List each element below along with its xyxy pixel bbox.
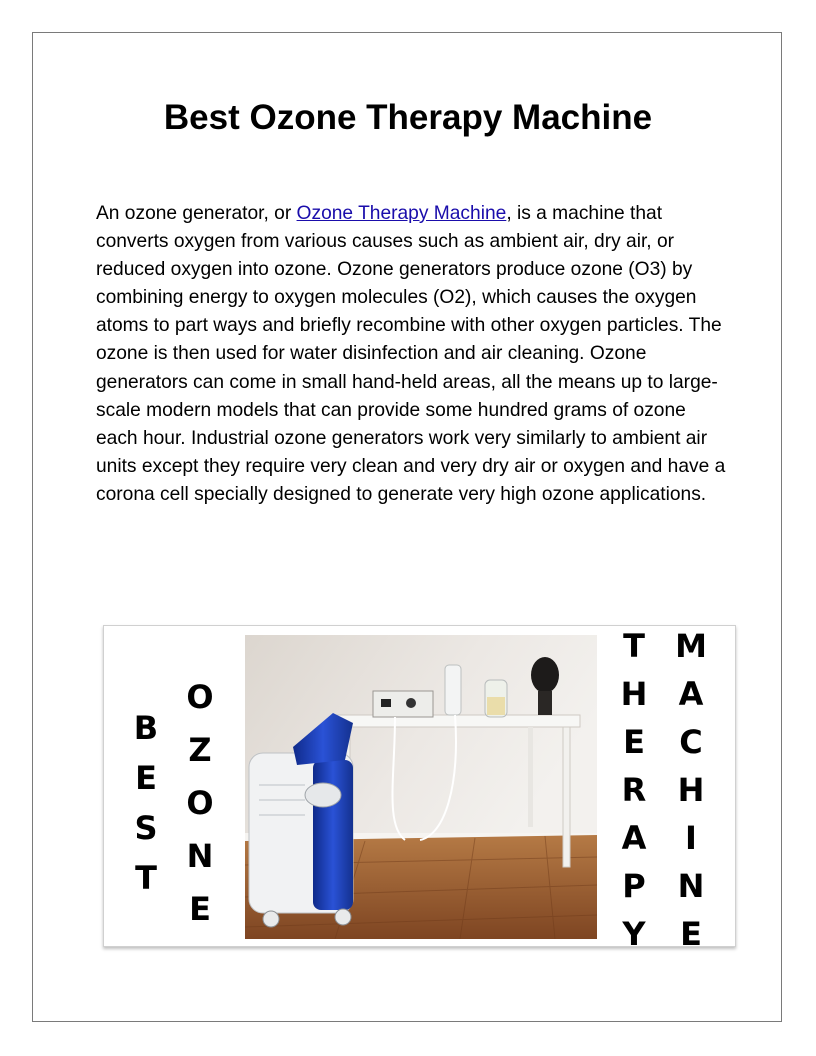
banner-letter: I bbox=[685, 819, 697, 857]
banner-letter: T bbox=[135, 859, 157, 897]
banner-letter: S bbox=[134, 809, 158, 847]
banner-word-therapy bbox=[614, 625, 654, 947]
article-paragraph bbox=[96, 200, 726, 509]
paragraph-intro: An ozone generator, or bbox=[96, 203, 297, 224]
banner-letter: A bbox=[678, 675, 704, 713]
banner-letter: E bbox=[189, 890, 211, 928]
banner-letter: E bbox=[135, 759, 157, 797]
banner-word-machine bbox=[671, 625, 711, 947]
banner-letter: E bbox=[623, 723, 645, 761]
page-title: Best Ozone Therapy Machine bbox=[163, 98, 653, 137]
banner-letter: Z bbox=[188, 731, 212, 769]
banner-letter: N bbox=[186, 837, 214, 875]
banner-letter: C bbox=[679, 723, 703, 761]
banner-letter: O bbox=[186, 784, 214, 822]
paragraph-body: , is a machine that converts oxygen from various causes such as ambient air, dry air, or reduced oxygen into ozone. Ozone generators produce ozone (O3) by combining energy to oxygen molecules (O2), which causes the oxygen atoms to part ways and briefly recombine with other oxygen particles. The ozone is then used for water disinfection and air cleaning. Ozone generators can come in small hand-held areas, all the means up to large-scale modern models that can provide some hundred grams of ozone each hour. Industrial ozone generators work very similarly to ambient air units except they require very clean and very dry air or oxygen and have a corona cell specially designed to generate very high ozone applications. bbox=[96, 203, 726, 505]
banner-letter: B bbox=[133, 709, 159, 747]
banner-letter: N bbox=[677, 867, 705, 905]
ozone-machine-photo bbox=[245, 635, 597, 939]
banner-word-best bbox=[126, 703, 166, 903]
banner-letter: T bbox=[623, 627, 645, 665]
banner-letter: A bbox=[621, 819, 647, 857]
banner-letter: M bbox=[675, 627, 707, 665]
banner-letter: Y bbox=[622, 915, 646, 947]
banner-letter: O bbox=[186, 678, 214, 716]
banner-letter: H bbox=[620, 675, 648, 713]
product-banner-image bbox=[103, 625, 736, 947]
ozone-therapy-machine-link[interactable]: Ozone Therapy Machine bbox=[296, 203, 507, 224]
banner-letter: H bbox=[677, 771, 705, 809]
banner-letter: P bbox=[622, 867, 646, 905]
banner-letter: E bbox=[680, 915, 702, 947]
banner-word-ozone bbox=[180, 671, 220, 936]
banner-letter: R bbox=[621, 771, 647, 809]
